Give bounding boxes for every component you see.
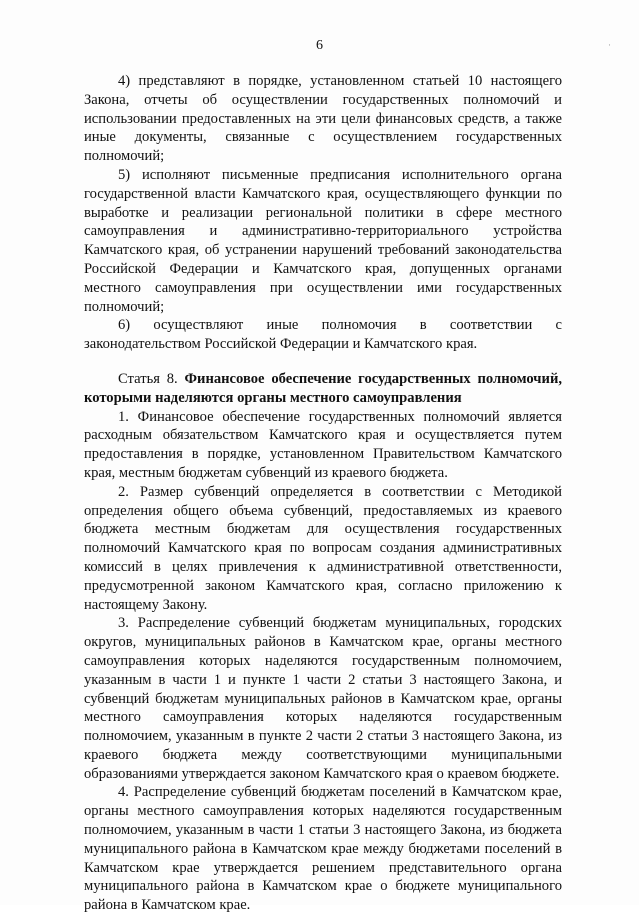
- paragraph-part-2: 2. Размер субвенций определяется в соответствии с Методикой определения общего объема субвенций, предоставляемых из краевого бюджета местным бюджетам для осуществления государственных полномочий Камчатского края по вопросам создания административных комиссий в целях привлечения к административной ответственности, предусмотренной законом Камчатского края, согласно приложению к настоящему Закону.: [84, 483, 562, 613]
- article-title: Финансовое обеспечение государственных полномочий, которыми наделяются органы местного самоуправления: [84, 370, 562, 406]
- page-number: 6: [316, 38, 323, 53]
- scan-mark: ·: [608, 40, 611, 50]
- article-prefix: Статья 8.: [118, 370, 185, 387]
- article-heading: [84, 370, 562, 408]
- paragraph-part-3: 3. Распределение субвенций бюджетам муниципальных, городских округов, муниципальных районов в Камчатском крае, органы местного самоуправления которых наделяются государственным полномочием, указанным в части 1 и пункте 1 части 2 статьи 3 настоящего Закона, и субвенций бюджетам муниципальных районов в Камчатском крае, органы местного самоуправления которых наделяются государственным полномочием, указанным в пункте 2 части 2 статьи 3 настоящего Закона, из краевого бюджета между соответствующими муниципальными образованиями утверждается законом Камчатского края о краевом бюджете.: [84, 615, 562, 782]
- paragraph-item-5: 5) исполняют письменные предписания исполнительного органа государственной власти Камчатского края, осуществляющего функции по выработке и реализации региональной политики в сфере местного самоуправления и административно-территориального устройства Камчатского края, об устранении нарушений требований законодательства Российской Федерации и Камчатского края, допущенных органами местного самоуправления при осуществлении ими государственных полномочий;: [84, 166, 562, 315]
- paragraph-item-4: 4) представляют в порядке, установленном статьей 10 настоящего Закона, отчеты об осуществлении государственных полномочий и использовании предоставленных на эти цели финансовых средств, а также иные документы, связанные с осуществлением государственных полномочий;: [84, 73, 562, 165]
- document-body: [84, 72, 562, 915]
- paragraph-part-1: 1. Финансовое обеспечение государственных полномочий является расходным обязательством Камчатского края и осуществляется путем предоставления в порядке, установленном Правительством Камчатского края, местным бюджетам субвенций из краевого бюджета.: [84, 408, 562, 481]
- paragraph-part-4: 4. Распределение субвенций бюджетам поселений в Камчатском крае, органы местного самоуправления которых наделяются государственным полномочием, указанным в части 1 статьи 3 настоящего Закона, из бюджета муниципального района в Камчатском крае между бюджетами поселений в Камчатском крае утверждается решением представительного органа муниципального района в Камчатском крае о бюджете муниципального района в Камчатском крае.: [84, 784, 562, 914]
- paragraph-item-6: 6) осуществляют иные полномочия в соответствии с законодательством Российской Федерации и Камчатского края.: [84, 317, 562, 353]
